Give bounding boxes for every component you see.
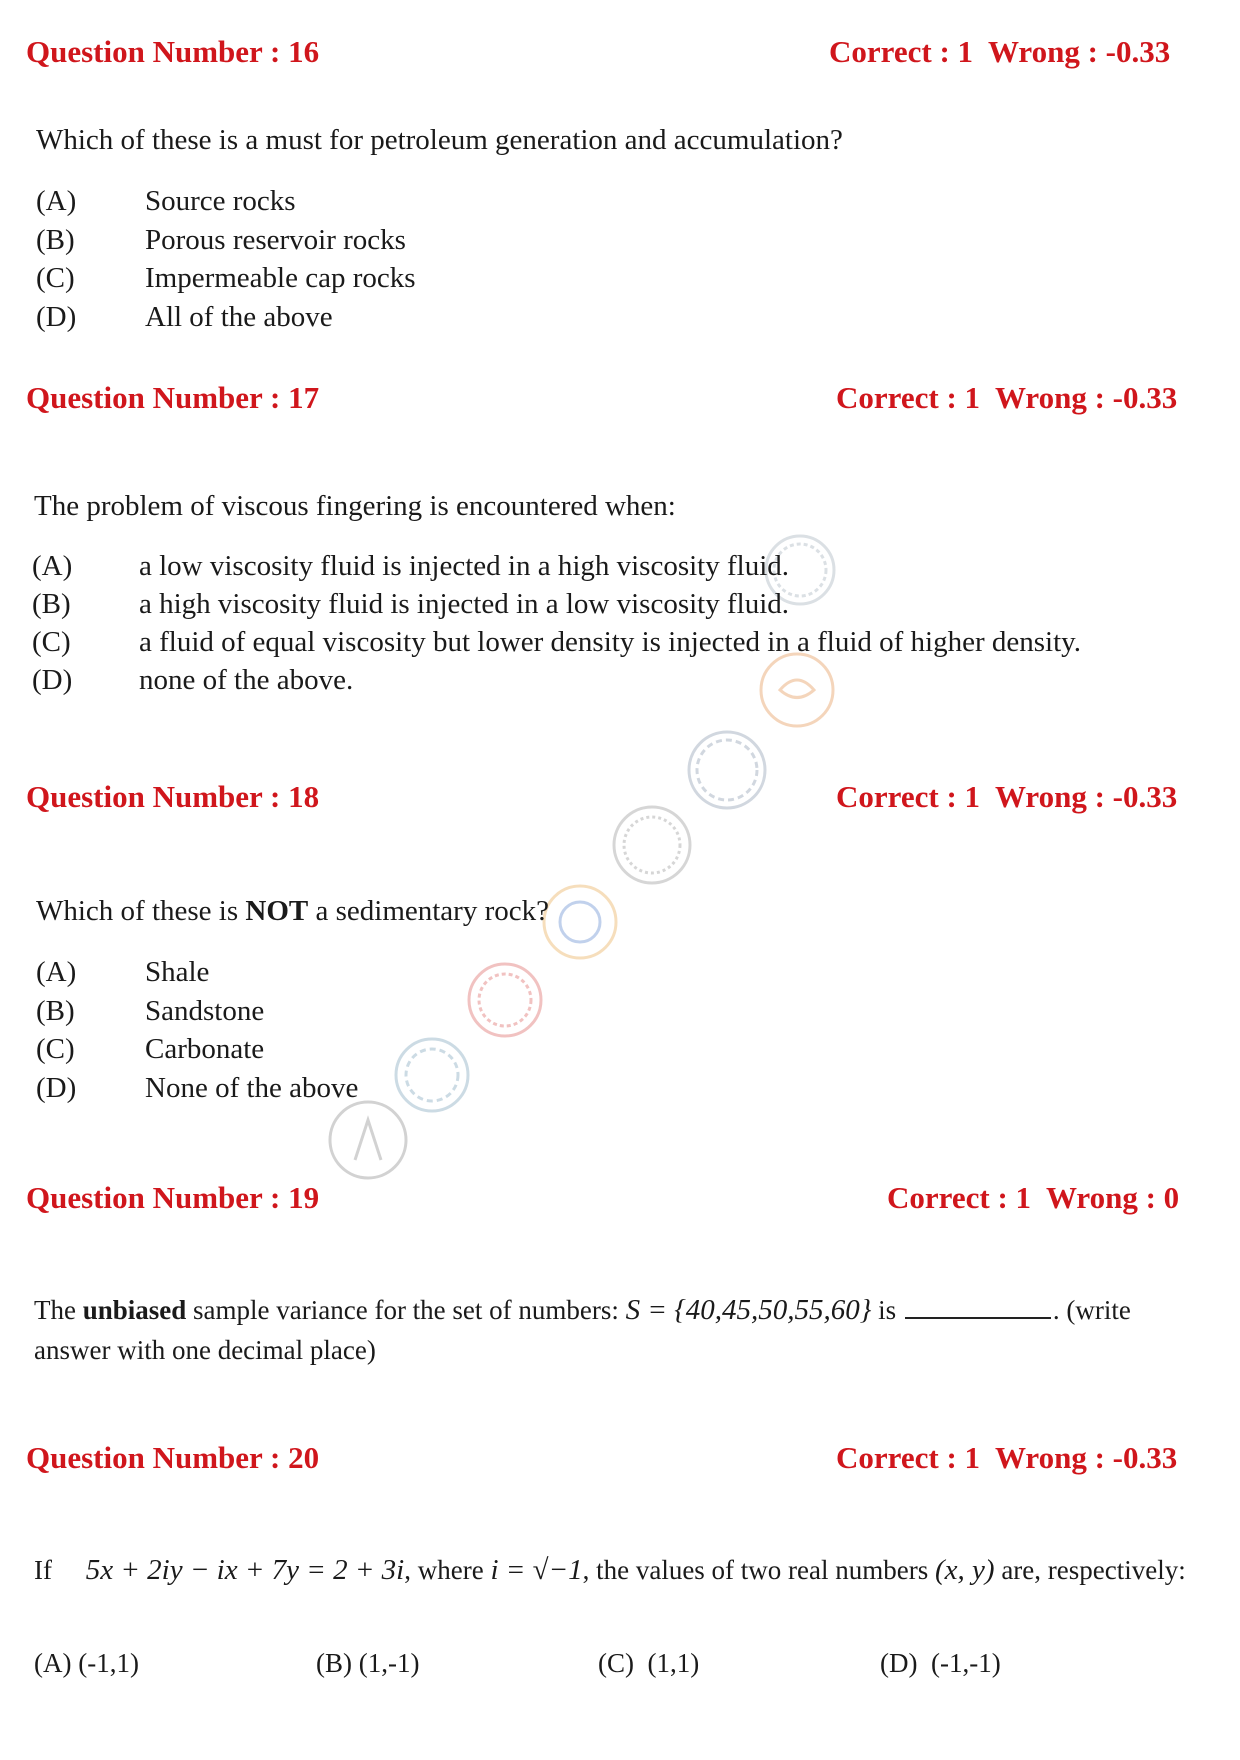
seal-tower-icon — [330, 1102, 406, 1178]
option-c — [598, 1648, 699, 1679]
marking-scheme: Correct : 1 Wrong : -0.33 — [829, 34, 1171, 69]
imaginary-unit: i = √−1 — [490, 1554, 583, 1586]
seal-orange-icon — [761, 654, 833, 726]
equation: 5x + 2iy − ix + 7y = 2 + 3i — [85, 1554, 405, 1586]
option-text: a low viscosity fluid is injected in a high viscosity fluid. — [139, 550, 790, 582]
marking-scheme: Correct : 1 Wrong : 0 — [887, 1180, 1180, 1215]
option-d — [880, 1648, 1001, 1679]
option-text: a fluid of equal viscosity but lower density is injected in a fluid of higher density. — [139, 626, 1082, 658]
stem-text: Which of these is — [36, 895, 246, 927]
option-label: (D) — [36, 1071, 77, 1104]
set-expression: S = {40,45,50,55,60} — [625, 1294, 872, 1326]
option-label: (D) — [880, 1648, 918, 1678]
stem-text: is — [871, 1295, 903, 1325]
question-16-stem: Which of these is a must for petroleum generation and accumulation? — [36, 124, 843, 156]
option-label: (A) — [36, 956, 77, 988]
option-label: (B) — [36, 223, 75, 256]
question-19-header — [26, 1180, 1240, 1220]
option-label: (A) — [36, 185, 77, 217]
option-label: (A) — [32, 550, 73, 582]
option-text: none of the above. — [139, 664, 354, 696]
option-text: Shale — [145, 956, 210, 988]
question-18-stem — [36, 895, 549, 928]
seal-multicolor-inner-icon — [560, 902, 600, 942]
seal-red-inner-icon — [479, 974, 531, 1026]
stem-text: sample variance for the set of numbers: — [186, 1295, 626, 1325]
option-b — [316, 1648, 419, 1679]
question-17-stem: The problem of viscous fingering is encountered when: — [34, 490, 676, 522]
option-label: (C) — [36, 1033, 75, 1065]
seal-dark-inner-icon — [624, 817, 680, 873]
question-18-header — [26, 779, 1240, 819]
option-text: Carbonate — [145, 1033, 265, 1065]
option-text: a high viscosity fluid is injected in a low viscosity fluid. — [139, 588, 790, 620]
question-16-header — [26, 34, 1240, 74]
option-label: (D) — [32, 664, 73, 696]
question-number: Question Number : 20 — [26, 1440, 320, 1475]
question-number: Question Number : 18 — [26, 779, 320, 814]
stem-text: a sedimentary rock? — [308, 895, 549, 927]
seal-orange-mark-icon — [780, 680, 814, 698]
option-label: (C) — [36, 262, 75, 294]
option-text: Sandstone — [145, 994, 265, 1027]
seal-blue-icon — [396, 1039, 468, 1111]
marking-scheme: Correct : 1 Wrong : -0.33 — [836, 1440, 1178, 1475]
option-a — [34, 1648, 139, 1679]
seal-tower-mark-icon — [355, 1120, 381, 1160]
question-number: Question Number : 19 — [26, 1180, 320, 1215]
stem-text: The — [34, 1295, 83, 1325]
stem-text: . (write answer with one decimal place) — [34, 1295, 1131, 1365]
option-text: Source rocks — [145, 185, 296, 217]
option-text: (1,-1) — [358, 1648, 420, 1678]
stem-text: are, respectively: — [994, 1555, 1186, 1585]
question-20-header — [26, 1440, 1240, 1480]
question-17-header — [26, 380, 1240, 420]
question-20-stem — [34, 1550, 1206, 1590]
question-number: Question Number : 17 — [26, 380, 320, 415]
question-number: Question Number : 16 — [26, 34, 320, 69]
seal-multicolor-icon — [544, 886, 616, 958]
seal-red-icon — [469, 964, 541, 1036]
stem-text: If — [34, 1555, 52, 1585]
option-text: (-1,-1) — [924, 1648, 1001, 1678]
option-text: Porous reservoir rocks — [145, 223, 406, 256]
stem-emphasis: unbiased — [82, 1295, 187, 1325]
variable-pair: (x, y) — [935, 1554, 995, 1586]
option-label: (A) — [34, 1648, 72, 1678]
option-label: (B) — [316, 1648, 352, 1678]
option-label: (B) — [36, 994, 75, 1027]
option-label: (D) — [36, 300, 77, 333]
option-label: (C) — [598, 1648, 634, 1678]
option-text: (-1,1) — [78, 1648, 139, 1678]
stem-text: , the values of two real numbers — [582, 1555, 935, 1585]
option-text: All of the above — [145, 300, 333, 333]
question-19-stem — [34, 1290, 1206, 1370]
option-label: (C) — [32, 626, 71, 658]
option-text: Impermeable cap rocks — [145, 262, 416, 294]
option-label: (B) — [32, 588, 71, 620]
stem-text: , where — [404, 1555, 491, 1585]
marking-scheme: Correct : 1 Wrong : -0.33 — [836, 380, 1178, 415]
stem-emphasis: NOT — [245, 895, 309, 927]
option-text: None of the above — [145, 1071, 359, 1104]
option-text: (1,1) — [640, 1648, 700, 1678]
seal-blue-inner-icon — [406, 1049, 458, 1101]
answer-blank — [905, 1295, 1051, 1319]
marking-scheme: Correct : 1 Wrong : -0.33 — [836, 779, 1178, 814]
